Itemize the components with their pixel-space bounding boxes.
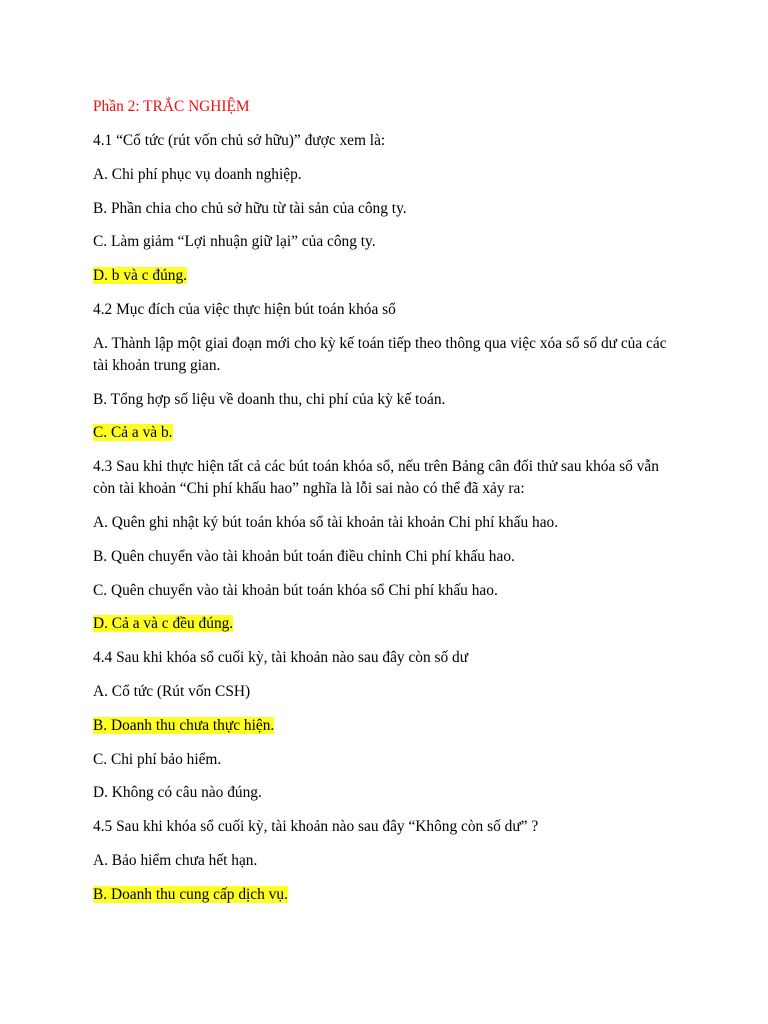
- answer-option-a: A. Cổ tức (Rút vốn CSH): [93, 682, 251, 700]
- answer-option-c: C. Quên chuyển vào tài khoản bút toán khóa sổ Chi phí khấu hao.: [93, 581, 498, 599]
- question-4-5: [93, 816, 683, 906]
- question-4-3: [93, 456, 683, 635]
- question-4-2: [93, 299, 683, 444]
- correct-answer-option-d: D. Cả a và c đều đúng.: [93, 615, 234, 633]
- section-title: Phần 2: TRẮC NGHIỆM: [93, 98, 250, 115]
- correct-answer-option-d: D. b và c đúng.: [93, 267, 188, 285]
- question-prompt: 4.4 Sau khi khóa sổ cuối kỳ, tài khoản nào sau đây còn số dư: [93, 649, 469, 667]
- answer-option-a: A. Chi phí phục vụ doanh nghiệp.: [93, 165, 302, 183]
- question-4-4: [93, 647, 683, 804]
- answer-option-a: A. Quên ghi nhật ký bút toán khóa sổ tài khoản tài khoản Chi phí khấu hao.: [93, 513, 559, 531]
- question-4-1: [93, 130, 683, 287]
- answer-option-b: B. Quên chuyển vào tài khoản bút toán điều chỉnh Chi phí khấu hao.: [93, 547, 515, 565]
- correct-answer-option-b: B. Doanh thu chưa thực hiện.: [93, 716, 275, 734]
- question-prompt: 4.3 Sau khi thực hiện tất cả các bút toán khóa sổ, nếu trên Bảng cân đối thử sau khóa sổ vẫn còn tài khoản “Chi phí khấu hao” nghĩa là lỗi sai nào có thể đã xảy ra:: [93, 458, 659, 498]
- answer-option-b: B. Tổng hợp số liệu về doanh thu, chi phí của kỳ kế toán.: [93, 390, 446, 408]
- question-prompt: 4.1 “Cổ tức (rút vốn chủ sở hữu)” được xem là:: [93, 132, 386, 149]
- correct-answer-option-b: B. Doanh thu cung cấp dịch vụ.: [93, 885, 288, 903]
- question-prompt: 4.5 Sau khi khóa sổ cuối kỳ, tài khoản nào sau đây “Không còn số dư” ?: [93, 818, 539, 836]
- answer-option-c: C. Làm giảm “Lợi nhuận giữ lại” của công ty.: [93, 233, 376, 251]
- question-prompt: 4.2 Mục đích của việc thực hiện bút toán khóa sổ: [93, 300, 396, 318]
- answer-option-c: C. Chi phí bảo hiểm.: [93, 750, 222, 768]
- answer-option-d: D. Không có câu nào đúng.: [93, 784, 262, 802]
- document-body: [93, 96, 683, 918]
- answer-option-a: A. Thành lập một giai đoạn mới cho kỳ kế toán tiếp theo thông qua việc xóa sổ số dư của các tài khoản trung gian.: [93, 334, 667, 374]
- correct-answer-option-c: C. Cả a và b.: [93, 424, 173, 442]
- answer-option-b: B. Phần chia cho chủ sở hữu từ tài sản của công ty.: [93, 199, 407, 217]
- answer-option-a: A. Bảo hiểm chưa hết hạn.: [93, 851, 258, 869]
